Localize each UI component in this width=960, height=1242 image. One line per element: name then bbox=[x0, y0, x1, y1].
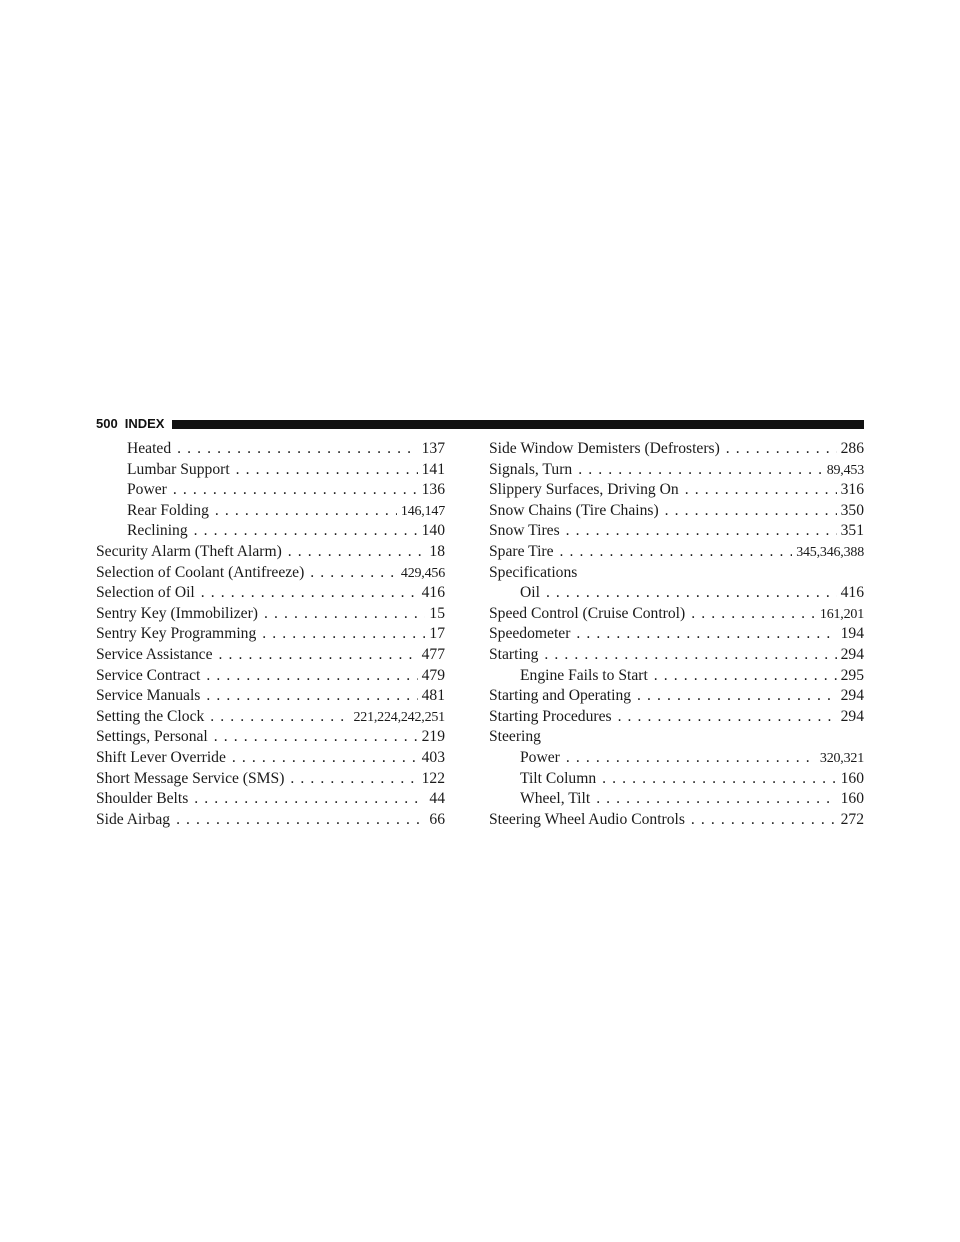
index-entry bbox=[96, 810, 445, 831]
index-entry bbox=[489, 480, 864, 501]
index-term: Snow Tires bbox=[489, 522, 560, 540]
index-term: Service Contract bbox=[96, 666, 201, 684]
index-term: Steering Wheel Audio Controls bbox=[489, 810, 685, 828]
page-reference: 272 bbox=[840, 810, 864, 828]
page-reference: 140 bbox=[421, 522, 445, 540]
index-term: Signals, Turn bbox=[489, 460, 573, 478]
dot-leader bbox=[560, 542, 793, 563]
index-entry bbox=[489, 707, 864, 728]
page-reference: 479 bbox=[421, 666, 445, 684]
index-term: Wheel, Tilt bbox=[520, 790, 591, 808]
index-entry bbox=[96, 542, 445, 563]
page-reference: 286 bbox=[840, 440, 864, 457]
dot-leader bbox=[177, 439, 417, 460]
index-term: Heated bbox=[127, 440, 172, 457]
page-reference: 429,456 bbox=[400, 565, 445, 581]
dot-leader bbox=[566, 521, 837, 542]
page-reference: 345,346,388 bbox=[796, 544, 864, 560]
index-term: Reclining bbox=[127, 522, 188, 540]
dot-leader bbox=[215, 501, 397, 522]
dot-leader bbox=[691, 810, 837, 831]
index-entry bbox=[96, 563, 445, 584]
page-reference: 416 bbox=[421, 584, 445, 602]
index-term: Service Assistance bbox=[96, 645, 213, 663]
index-term: Shoulder Belts bbox=[96, 790, 189, 808]
index-term: Specifications bbox=[489, 563, 578, 581]
index-term: Starting Procedures bbox=[489, 707, 612, 725]
dot-leader bbox=[665, 501, 837, 522]
dot-leader bbox=[546, 583, 837, 604]
page-reference: 161,201 bbox=[819, 606, 864, 622]
dot-leader bbox=[232, 748, 418, 769]
index-term: Side Window Demisters (Defrosters) bbox=[489, 440, 720, 457]
page-reference: 351 bbox=[840, 522, 864, 540]
index-heading bbox=[489, 563, 864, 584]
header-rule bbox=[172, 420, 864, 429]
dot-leader bbox=[210, 707, 349, 728]
page-reference: 141 bbox=[421, 460, 445, 478]
dot-leader bbox=[596, 789, 836, 810]
index-entry bbox=[489, 604, 864, 625]
index-term: Starting bbox=[489, 645, 539, 663]
page-reference: 219 bbox=[421, 728, 445, 746]
index-entry bbox=[96, 769, 445, 790]
dot-leader bbox=[173, 480, 418, 501]
dot-leader bbox=[290, 769, 417, 790]
dot-leader bbox=[602, 769, 836, 790]
dot-leader bbox=[219, 645, 418, 666]
dot-leader bbox=[194, 521, 418, 542]
index-entry bbox=[489, 666, 864, 687]
dot-leader bbox=[262, 624, 425, 645]
index-entry bbox=[96, 460, 445, 481]
dot-leader bbox=[194, 789, 425, 810]
page-reference: 316 bbox=[840, 481, 864, 499]
dot-leader bbox=[578, 460, 822, 481]
index-entry bbox=[489, 521, 864, 542]
dot-leader bbox=[685, 480, 837, 501]
dot-leader bbox=[206, 666, 417, 687]
index-entry bbox=[489, 460, 864, 481]
index-entry bbox=[96, 707, 445, 728]
page-reference: 194 bbox=[840, 625, 864, 643]
page-reference: 18 bbox=[429, 542, 445, 560]
index-term: Shift Lever Override bbox=[96, 748, 226, 766]
index-term: Power bbox=[520, 748, 560, 766]
index-column-left bbox=[96, 439, 445, 830]
index-entry bbox=[96, 686, 445, 707]
page-header bbox=[96, 417, 864, 431]
index-term: Snow Chains (Tire Chains) bbox=[489, 501, 659, 519]
index-term: Security Alarm (Theft Alarm) bbox=[96, 542, 282, 560]
index-entry bbox=[96, 624, 445, 645]
index-entry bbox=[489, 748, 864, 769]
index-term: Speed Control (Cruise Control) bbox=[489, 604, 686, 622]
index-term: Side Airbag bbox=[96, 810, 171, 828]
page-reference: 221,224,242,251 bbox=[353, 709, 445, 725]
page-reference: 350 bbox=[840, 501, 864, 519]
dot-leader bbox=[264, 604, 425, 625]
index-term: Selection of Coolant (Antifreeze) bbox=[96, 563, 305, 581]
dot-leader bbox=[654, 666, 837, 687]
dot-leader bbox=[637, 686, 837, 707]
page-reference: 294 bbox=[840, 645, 864, 663]
dot-leader bbox=[288, 542, 426, 563]
index-entry bbox=[489, 439, 864, 460]
dot-leader bbox=[310, 563, 397, 584]
index-entry bbox=[96, 666, 445, 687]
index-entry bbox=[489, 501, 864, 522]
page-reference: 416 bbox=[840, 584, 864, 602]
index-entry bbox=[96, 480, 445, 501]
page-reference: 320,321 bbox=[819, 750, 864, 766]
index-term: Steering bbox=[489, 728, 541, 746]
index-term: Settings, Personal bbox=[96, 728, 208, 746]
index-entry bbox=[489, 789, 864, 810]
index-entry bbox=[96, 604, 445, 625]
section-title: INDEX bbox=[124, 416, 165, 431]
page-reference: 403 bbox=[421, 748, 445, 766]
dot-leader bbox=[576, 624, 836, 645]
page-reference: 477 bbox=[421, 645, 445, 663]
dot-leader bbox=[201, 583, 418, 604]
index-entry bbox=[96, 727, 445, 748]
index-term: Sentry Key Programming bbox=[96, 625, 257, 643]
index-entry bbox=[96, 645, 445, 666]
index-entry bbox=[96, 748, 445, 769]
page-reference: 136 bbox=[421, 481, 445, 499]
page-reference: 295 bbox=[840, 666, 864, 684]
page-reference: 160 bbox=[840, 790, 864, 808]
index-entry bbox=[96, 521, 445, 542]
index-term: Tilt Column bbox=[520, 769, 597, 787]
index-term: Short Message Service (SMS) bbox=[96, 769, 285, 787]
index-column-right bbox=[489, 439, 864, 830]
index-entry bbox=[96, 439, 445, 460]
dot-leader bbox=[214, 727, 418, 748]
dot-leader bbox=[691, 604, 816, 625]
index-entry bbox=[489, 624, 864, 645]
page-reference: 17 bbox=[429, 625, 445, 643]
page-reference: 89,453 bbox=[826, 462, 864, 478]
index-term: Lumbar Support bbox=[127, 460, 230, 478]
page-reference: 137 bbox=[421, 440, 445, 457]
page-reference: 294 bbox=[840, 687, 864, 705]
index-term: Starting and Operating bbox=[489, 687, 632, 705]
page-reference: 481 bbox=[421, 687, 445, 705]
dot-leader bbox=[236, 460, 418, 481]
index-entry bbox=[96, 501, 445, 522]
index-entry bbox=[489, 769, 864, 790]
page-reference: 160 bbox=[840, 769, 864, 787]
index-term: Spare Tire bbox=[489, 542, 554, 560]
index-entry bbox=[96, 789, 445, 810]
dot-leader bbox=[726, 439, 837, 460]
dot-leader bbox=[566, 748, 816, 769]
index-term: Selection of Oil bbox=[96, 584, 195, 602]
page-reference: 15 bbox=[429, 604, 445, 622]
index-entry bbox=[489, 542, 864, 563]
index-entry bbox=[489, 645, 864, 666]
index-term: Oil bbox=[520, 584, 540, 602]
dot-leader bbox=[206, 686, 417, 707]
page-reference: 66 bbox=[429, 810, 445, 828]
index-term: Sentry Key (Immobilizer) bbox=[96, 604, 258, 622]
index-heading bbox=[489, 727, 864, 748]
dot-leader bbox=[544, 645, 836, 666]
index-term: Speedometer bbox=[489, 625, 571, 643]
index-term: Slippery Surfaces, Driving On bbox=[489, 481, 679, 499]
index-term: Power bbox=[127, 481, 167, 499]
dot-leader bbox=[618, 707, 837, 728]
page-reference: 294 bbox=[840, 707, 864, 725]
page-reference: 44 bbox=[429, 790, 445, 808]
index-entry bbox=[489, 810, 864, 831]
index-term: Service Manuals bbox=[96, 687, 201, 705]
index-term: Setting the Clock bbox=[96, 707, 205, 725]
index-term: Rear Folding bbox=[127, 501, 209, 519]
page-reference: 146,147 bbox=[400, 503, 445, 519]
index-entry bbox=[489, 583, 864, 604]
index-entry bbox=[96, 583, 445, 604]
index-term: Engine Fails to Start bbox=[520, 666, 648, 684]
index-entry bbox=[489, 686, 864, 707]
dot-leader bbox=[176, 810, 425, 831]
page-reference: 122 bbox=[421, 769, 445, 787]
page-number: 500 bbox=[96, 416, 118, 431]
